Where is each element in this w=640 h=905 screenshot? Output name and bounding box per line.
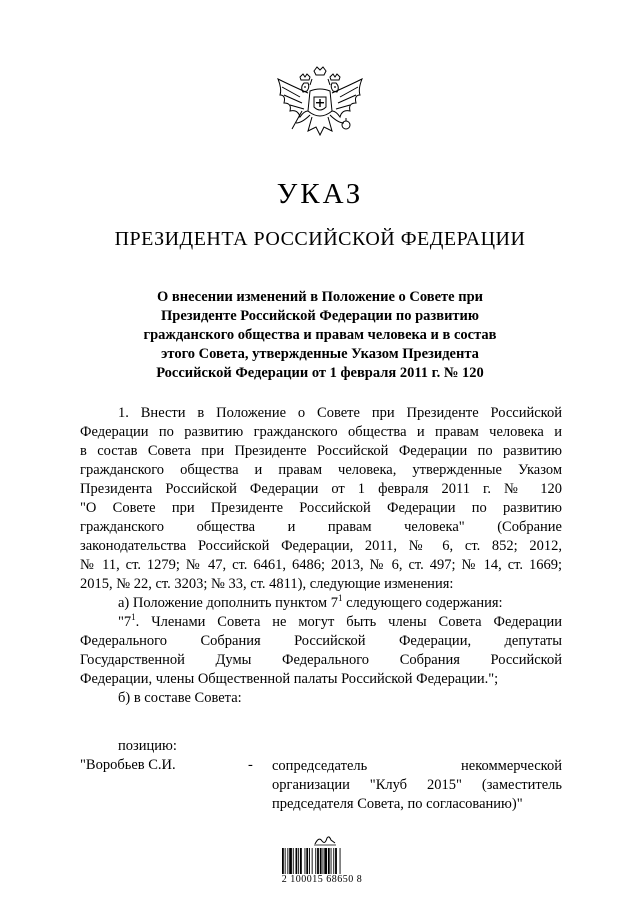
quote-line: Федерального Собрания Российской Федерации, депутаты bbox=[80, 633, 562, 649]
barcode-stripe bbox=[312, 848, 313, 874]
barcode-stripe bbox=[333, 848, 334, 874]
barcode-stripe bbox=[323, 848, 324, 874]
paragraph-line: 1. Внести в Положение о Совете при Президенте Российской bbox=[118, 405, 562, 421]
position-desc-line: организации "Клуб 2015" (заместитель bbox=[272, 777, 562, 793]
position-label: позицию: bbox=[118, 738, 177, 754]
paragraph-line: гражданского общества и правам человека, утвержденные Указом bbox=[80, 462, 562, 478]
document-subtitle: ПРЕЗИДЕНТА РОССИЙСКОЙ ФЕДЕРАЦИИ bbox=[114, 228, 526, 250]
position-desc-line: председателя Совета, по согласованию)" bbox=[272, 796, 523, 812]
barcode-stripe bbox=[289, 848, 292, 874]
barcode-stripe bbox=[324, 848, 327, 874]
quote-superscript: 1 bbox=[131, 612, 136, 623]
decree-heading bbox=[100, 288, 540, 383]
position-desc-line: сопредседатель некоммерческой bbox=[272, 758, 562, 774]
barcode-stripe bbox=[315, 848, 316, 874]
document-title: УКАЗ bbox=[276, 178, 364, 210]
paragraph-line: законодательства Российской Федерации, 2011, № 6, ст. 852; 2012, bbox=[80, 538, 562, 554]
barcode-icon bbox=[282, 848, 356, 874]
barcode-stripe bbox=[328, 848, 330, 874]
heading-line: гражданского общества и правам человека и в состав bbox=[143, 327, 497, 343]
barcode-stripe bbox=[320, 848, 322, 874]
barcode-stripe bbox=[287, 848, 288, 874]
signature-mark-icon bbox=[313, 834, 337, 846]
barcode-stripe bbox=[282, 848, 284, 874]
barcode-stripe bbox=[340, 848, 341, 874]
paragraph-line: 2015, № 22, ст. 3203; № 33, ст. 4811), следующие изменения: bbox=[80, 576, 454, 592]
quote-line: Государственной Думы Федерального Собрания Российской bbox=[80, 652, 562, 668]
item-a-superscript: 1 bbox=[337, 593, 343, 604]
item-a bbox=[80, 594, 562, 613]
quote-first-rest: . Членами Совета не могут быть члены Совета Федерации bbox=[135, 614, 562, 630]
paragraph-line: "О Совете при Президенте Российской Федерации по развитию bbox=[80, 500, 562, 516]
barcode-stripe bbox=[285, 848, 286, 874]
barcode-stripe bbox=[298, 848, 299, 874]
barcode-stripe bbox=[309, 848, 310, 874]
heading-line: Президенте Российской Федерации по развитию bbox=[160, 308, 479, 324]
barcode-stripe bbox=[317, 848, 319, 874]
item-b: б) в составе Совета: bbox=[118, 690, 242, 706]
heading-line: О внесении изменений в Положение о Совете при bbox=[156, 289, 483, 305]
paragraph-line: № 11, ст. 1279; № 47, ст. 6461, 6486; 2013, № 6, ст. 497; № 14, ст. 1669; bbox=[80, 557, 562, 573]
quote-first-line bbox=[80, 613, 562, 632]
position-description bbox=[272, 757, 562, 814]
barcode-stripe bbox=[296, 848, 298, 874]
coat-of-arms-icon bbox=[270, 65, 370, 165]
heading-line: этого Совета, утвержденные Указом Президента bbox=[161, 346, 479, 362]
heading-line: Российской Федерации от 1 февраля 2011 г. № 120 bbox=[156, 365, 484, 381]
paragraph-line: в состав Совета при Президенте Российской Федерации по развитию bbox=[80, 443, 562, 459]
decree-body bbox=[80, 404, 562, 708]
paragraph-line: Президента Российской Федерации от 1 февраля 2011 г. № 120 bbox=[80, 481, 562, 497]
item-a-text-end: следующего содержания: bbox=[342, 595, 503, 611]
position-name: "Воробьев С.И. bbox=[80, 757, 176, 773]
barcode-stripe bbox=[293, 848, 294, 874]
quote-start: "7 bbox=[118, 614, 132, 630]
barcode-stripe bbox=[306, 848, 308, 874]
barcode-stripe bbox=[300, 848, 302, 874]
paragraph-line: Федерации по развитию гражданского общества и правам человека и bbox=[80, 424, 562, 440]
barcode-number: 2 100015 68650 8 bbox=[281, 874, 363, 885]
barcode-stripe bbox=[305, 848, 306, 874]
quote-line: Федерации, члены Общественной палаты Российской Федерации."; bbox=[80, 671, 499, 687]
position-dash: - bbox=[248, 757, 253, 773]
barcode-stripe bbox=[335, 848, 337, 874]
barcode-stripe bbox=[331, 848, 332, 874]
item-a-text: а) Положение дополнить пунктом 7 bbox=[118, 595, 338, 611]
paragraph-line: гражданского общества и правам человека" (Собрание bbox=[80, 519, 562, 535]
